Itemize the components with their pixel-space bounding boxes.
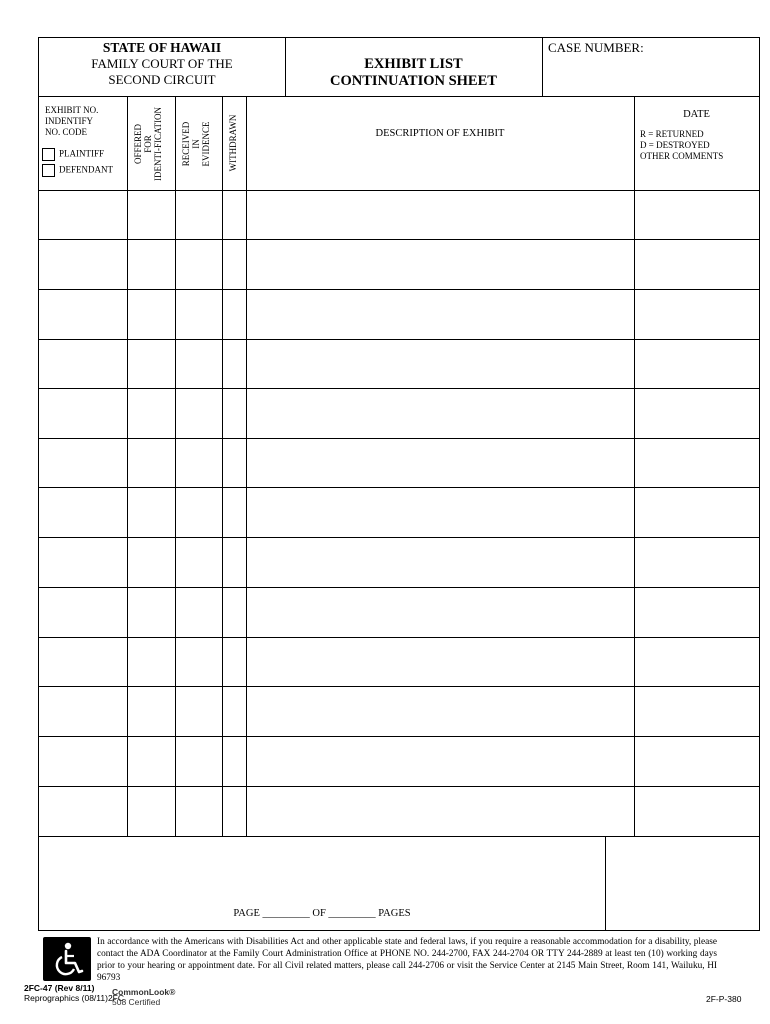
row-line [39, 637, 759, 638]
defendant-option [42, 164, 113, 177]
row-line [39, 736, 759, 737]
date-header: DATE [683, 109, 710, 120]
exhibit-no-header [45, 105, 98, 138]
form-revision: 2FC-47 (Rev 8/11) [24, 983, 95, 993]
withdrawn-label: WITHDRAWN [228, 114, 238, 172]
row-line [39, 686, 759, 687]
defendant-label: DEFENDANT [59, 164, 113, 175]
commonlook-logo [112, 987, 175, 1007]
col-line-4 [246, 96, 247, 836]
court-block [39, 40, 285, 88]
plaintiff-option [42, 148, 104, 161]
row-line [39, 339, 759, 340]
page-count-line: PAGE _________ OF _________ PAGES [233, 908, 411, 919]
court-name-line1: FAMILY COURT OF THE [91, 56, 233, 71]
court-name-line2: SECOND CIRCUIT [108, 72, 216, 87]
row-line [39, 587, 759, 588]
header-divider-2 [542, 38, 543, 96]
form-title [285, 56, 542, 90]
form-code: 2F-P-380 [706, 994, 742, 1004]
offered-line1: OFFERED [133, 124, 143, 165]
commonlook-name: CommonLook® [112, 987, 176, 997]
state-name: STATE OF HAWAII [102, 40, 222, 55]
offered-line2: FOR [143, 135, 153, 153]
col-line-3 [222, 96, 223, 836]
commonlook-certified: 508 Certified [112, 997, 161, 1007]
received-header [181, 112, 217, 176]
col-line-5 [634, 96, 635, 836]
row-line [39, 487, 759, 488]
reprographics: Reprographics (08/11)2FC [24, 993, 124, 1003]
case-number-label: CASE NUMBER: [548, 40, 644, 55]
title-line2: CONTINUATION SHEET [330, 73, 497, 89]
col-line-1 [127, 96, 128, 836]
offered-header [133, 96, 169, 192]
wheelchair-icon [43, 937, 91, 981]
plaintiff-checkbox[interactable] [42, 148, 55, 161]
exhibit-no-line1: EXHIBIT NO. [45, 105, 99, 115]
exhibit-no-line3: NO. CODE [45, 127, 87, 137]
exhibit-no-line2: INDENTIFY [45, 116, 93, 126]
ada-notice: In accordance with the Americans with Disabilities Act and other applicable state and federal laws, if you require a reasonable accommodation for a disability, please contact the ADA Coordinator at the Family Court Administration Office at PHONE NO. 244-2700, FAX 244-2704 OR TTY 244-2889 at least ten (10) working days prior to your hearing or appointment date. For all Civil related matters, please call 244-2706 or visit the Service Center at 2145 Main Street, Room 141, Wailuku, HI 96793 [97, 937, 717, 983]
row-line [39, 537, 759, 538]
bottom-divider [605, 836, 606, 930]
date-notes [640, 129, 723, 162]
received-line3: EVIDENCE [201, 121, 211, 167]
withdrawn-header [228, 108, 240, 178]
offered-line3: IDENTI-FICATION [153, 107, 163, 181]
received-line1: RECEIVED [181, 121, 191, 167]
row-line [39, 438, 759, 439]
received-line2: IN [191, 139, 201, 149]
row-line [39, 289, 759, 290]
plaintiff-label: PLAINTIFF [59, 148, 105, 159]
form-id [24, 983, 124, 1003]
row-line [39, 388, 759, 389]
defendant-checkbox[interactable] [42, 164, 55, 177]
row-line [39, 836, 759, 837]
col-line-2 [175, 96, 176, 836]
row-line [39, 239, 759, 240]
date-note-destroyed: D = DESTROYED [640, 140, 710, 150]
date-note-returned: R = RETURNED [640, 129, 704, 139]
exhibit-list-form [38, 37, 760, 931]
title-line1: EXHIBIT LIST [364, 56, 463, 72]
description-header: DESCRIPTION OF EXHIBIT [375, 128, 505, 139]
row-line [39, 786, 759, 787]
date-note-other: OTHER COMMENTS [640, 151, 724, 161]
